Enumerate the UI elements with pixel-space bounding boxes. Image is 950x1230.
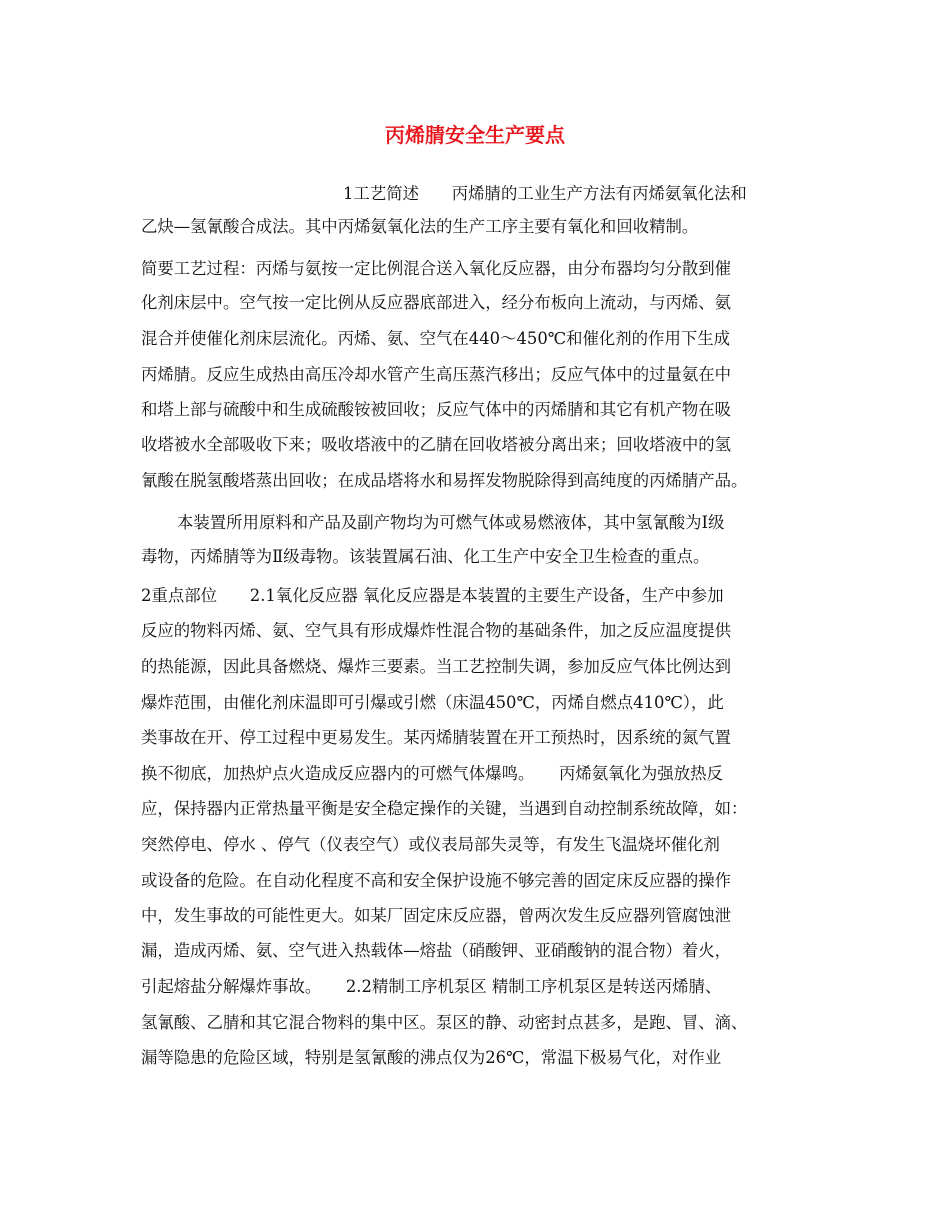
- paragraph-line: 本装置所用原料和产品及副产物均为可燃气体或易燃液体，其中氢氰酸为Ⅰ级: [177, 513, 725, 532]
- paragraph-line: 氰酸在脱氢酸塔蒸出回收；在成品塔将水和易挥发物脱除得到高纯度的丙烯腈产品。: [141, 471, 748, 490]
- paragraph-line: 或设备的危险。在自动化程度不高和安全保护设施不够完善的固定床反应器的操作: [141, 871, 732, 890]
- paragraph-line: 爆炸范围，由催化剂床温即可引爆或引燃（床温450℃，丙烯自燃点410℃），此: [141, 693, 724, 712]
- paragraph-line: 简要工艺过程：丙烯与氨按一定比例混合送入氧化反应器，由分布器均匀分散到催: [141, 259, 732, 278]
- paragraph-line: 2重点部位 2.1氧化反应器 氧化反应器是本装置的主要生产设备，生产中参加: [141, 586, 724, 605]
- paragraph-line: 氢氰酸、乙腈和其它混合物料的集中区。泵区的静、动密封点甚多，是跑、冒、滴、: [141, 1013, 748, 1032]
- paragraph-line: 和塔上部与硫酸中和生成硫酸铵被回收；反应气体中的丙烯腈和其它有机产物在吸: [141, 400, 732, 419]
- paragraph-line: 混合并使催化剂床层流化。丙烯、氨、空气在440～450℃和催化剂的作用下生成: [141, 329, 731, 348]
- paragraph-line: 类事故在开、停工过程中更易发生。某丙烯腈装置在开工预热时，因系统的氮气置: [141, 728, 732, 747]
- paragraph-line: 收塔被水全部吸收下来；吸收塔液中的乙腈在回收塔被分离出来；回收塔液中的氢: [141, 435, 732, 454]
- paragraph-line: 漏，造成丙烯、氨、空气进入热载体—熔盐（硝酸钾、亚硝酸钠的混合物）着火，: [141, 941, 732, 960]
- paragraph-line: 换不彻底，加热炉点火造成反应器内的可燃气体爆鸣。 丙烯氨氧化为强放热反: [141, 764, 723, 783]
- paragraph-line: 乙炔—氢氰酸合成法。其中丙烯氨氧化法的生产工序主要有氧化和回收精制。: [141, 217, 699, 236]
- paragraph-line: 丙烯腈。反应生成热由高压冷却水管产生高压蒸汽移出；反应气体中的过量氨在中: [141, 365, 732, 384]
- paragraph-line: 毒物，丙烯腈等为Ⅱ级毒物。该装置属石油、化工生产中安全卫生检查的重点。: [141, 547, 710, 566]
- paragraph-line: 应，保持器内正常热量平衡是安全稳定操作的关键，当遇到自动控制系统故障，如：: [141, 799, 748, 818]
- paragraph-line: 突然停电、停水 、停气（仪表空气）或仪表局部失灵等，有发生飞温烧坏催化剂: [141, 835, 720, 854]
- paragraph-line: 漏等隐患的危险区域，特别是氢氰酸的沸点仅为26℃，常温下极易气化，对作业: [141, 1048, 722, 1067]
- document-title: 丙烯腈安全生产要点: [385, 123, 565, 147]
- paragraph-line: 引起熔盐分解爆炸事故。 2.2精制工序机泵区 精制工序机泵区是转送丙烯腈、: [141, 977, 722, 996]
- paragraph-line: 的热能源，因此具备燃烧、爆炸三要素。当工艺控制失调，参加反应气体比例达到: [141, 657, 732, 676]
- paragraph-line: 反应的物料丙烯、氨、空气具有形成爆炸性混合物的基础条件，加之反应温度提供: [141, 621, 732, 640]
- paragraph-line: 化剂床层中。空气按一定比例从反应器底部进入，经分布板向上流动，与丙烯、氨: [141, 293, 732, 312]
- paragraph-line: 中，发生事故的可能性更大。如某厂固定床反应器，曾两次发生反应器列管腐蚀泄: [141, 906, 732, 925]
- paragraph-line: 1工艺简述 丙烯腈的工业生产方法有丙烯氨氧化法和: [343, 184, 747, 203]
